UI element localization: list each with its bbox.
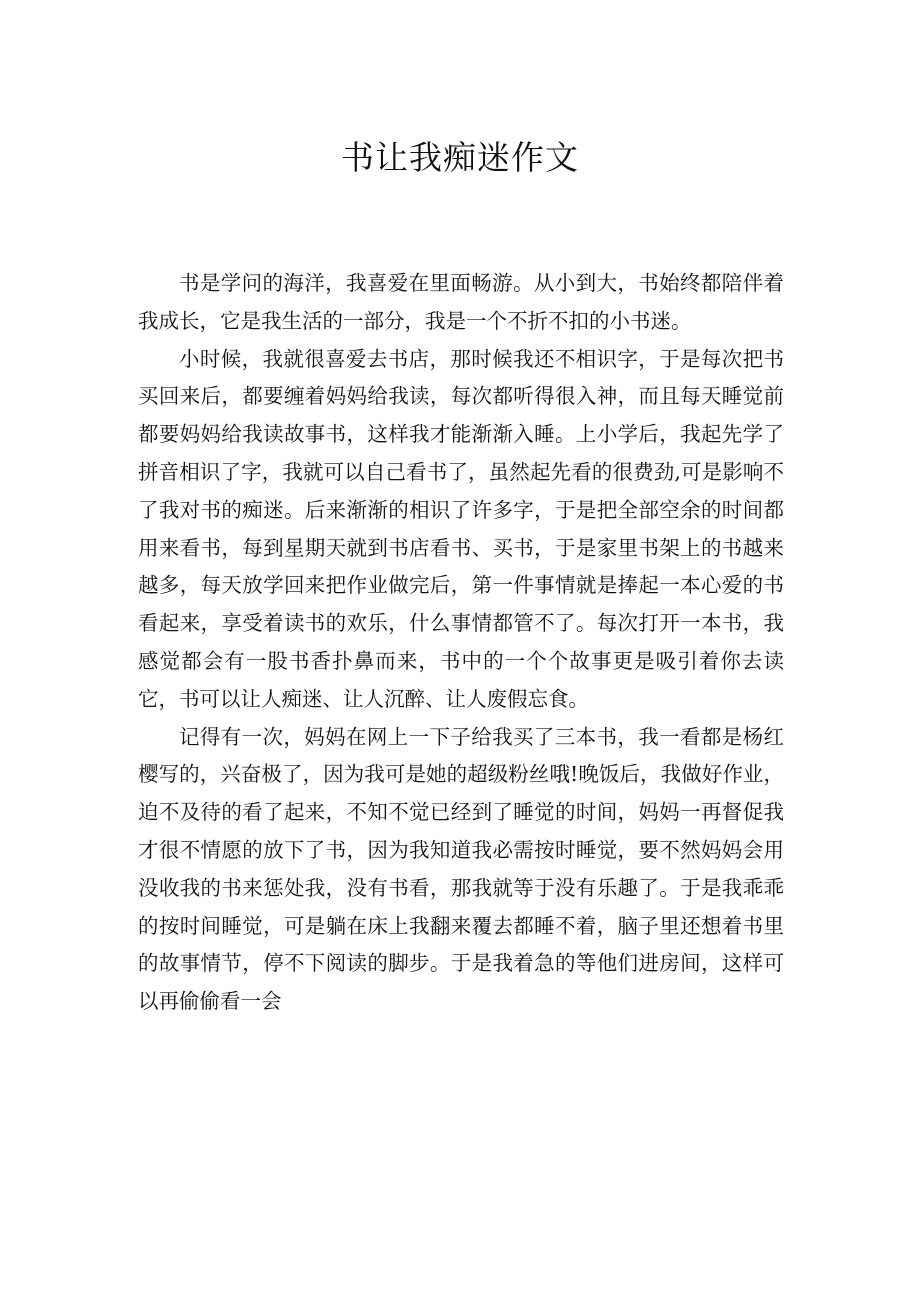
document-title: 书让我痴迷作文 (341, 138, 579, 177)
paragraph-3: 记得有一次，妈妈在网上一下子给我买了三本书，我一看都是杨红樱写的，兴奋极了，因为我可是她的超级粉丝哦!晚饭后，我做好作业，迫不及待的看了起来，不知不觉已经到了睡觉的时间，妈妈一再督促我才很不情愿的放下了书，因为我知道我必需按时睡觉，要不然妈妈会用没收我的书来惩处我，没有书看，那我就等于没有乐趣了。于是我乖乖的按时间睡觉，可是躺在床上我翻来覆去都睡不着，脑子里还想着书里的故事情节，停不下阅读的脚步。于是我着急的等他们进房间，这样可以再偷偷看一会 (138, 724, 784, 1014)
paragraph-2: 小时候，我就很喜爱去书店，那时候我还不相识字，于是每次把书买回来后，都要缠着妈妈给我读，每次都听得很入神，而且每天睡觉前都要妈妈给我读故事书，这样我才能渐渐入睡。上小学后，我起先学了拼音相识了字，我就可以自己看书了，虽然起先看的很费劲,可是影响不了我对书的痴迷。后来渐渐的相识了许多字，于是把全部空余的时间都用来看书，每到星期天就到书店看书、买书，于是家里书架上的书越来越多，每天放学回来把作业做完后，第一件事情就是捧起一本心爱的书看起来，享受着读书的欢乐，什么事情都管不了。每次打开一本书，我感觉都会有一股书香扑鼻而来，书中的一个个故事更是吸引着你去读它，书可以让人痴迷、让人沉醉、让人废假忘食。 (138, 346, 784, 711)
paragraph-1: 书是学问的海洋，我喜爱在里面畅游。从小到大，书始终都陪伴着我成长，它是我生活的一部分，我是一个不折不扣的小书迷。 (138, 271, 784, 333)
document-body (138, 265, 784, 1021)
